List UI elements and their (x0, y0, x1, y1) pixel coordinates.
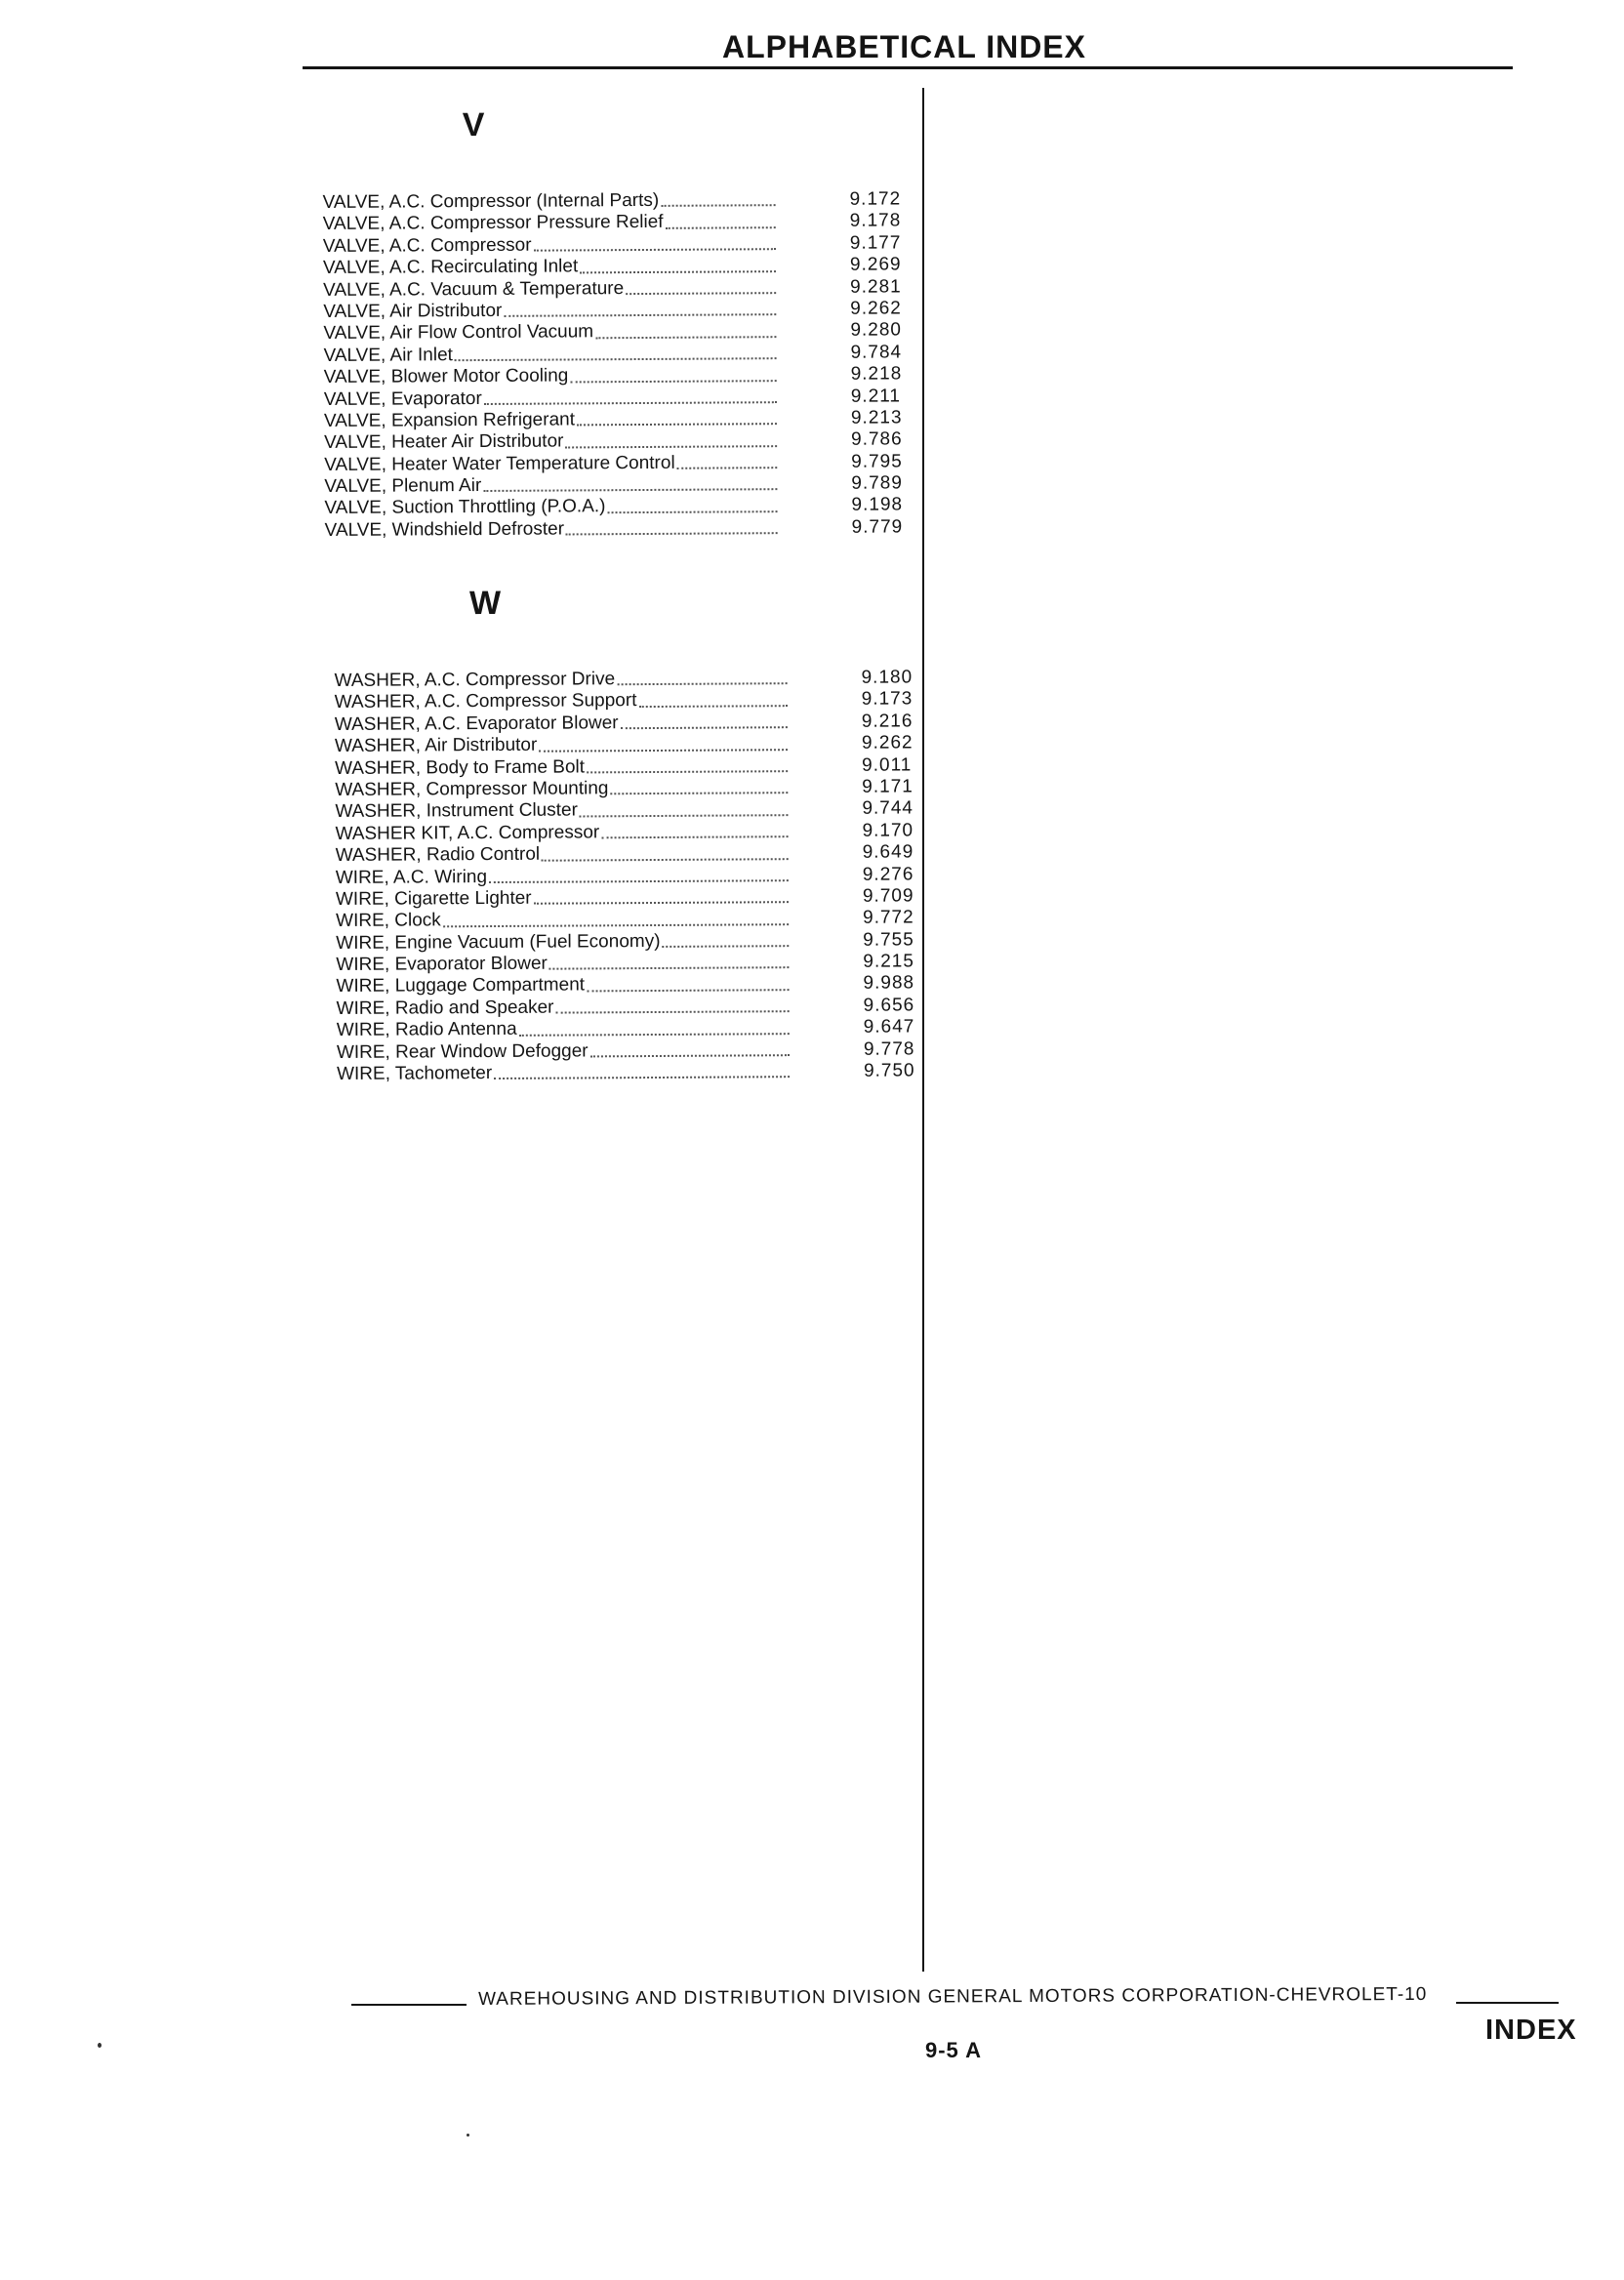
entry-page-ref: 9.988 (863, 972, 915, 995)
dot-leader (626, 280, 776, 295)
dot-leader (580, 259, 776, 273)
entry-page-ref: 9.649 (862, 841, 914, 863)
dot-leader (533, 236, 775, 252)
entry-label: VALVE, Expansion Refrigerant (323, 409, 576, 431)
entry-page-ref: 9.744 (862, 797, 914, 820)
dot-leader (677, 455, 778, 469)
index-entry (323, 319, 903, 345)
dot-leader (601, 824, 788, 838)
entry-label: VALVE, A.C. Compressor (322, 234, 532, 257)
entry-page-ref: 9.778 (863, 1038, 915, 1060)
index-entry (336, 1060, 915, 1085)
entry-label: WASHER, A.C. Evaporator Blower (334, 712, 619, 735)
dot-leader (587, 758, 788, 773)
entry-page-ref: 9.280 (850, 319, 903, 342)
entry-page-ref: 9.795 (851, 451, 903, 472)
entry-page-ref: 9.172 (849, 188, 902, 210)
entry-page-ref: 9.709 (862, 885, 914, 907)
dot-leader (539, 737, 788, 753)
entry-label: WASHER, A.C. Compressor Drive (334, 669, 616, 691)
index-entry (335, 797, 914, 823)
section-letter-w: W (468, 584, 502, 623)
dot-leader (661, 193, 775, 208)
entry-label: WIRE, Engine Vacuum (Fuel Economy) (336, 930, 661, 954)
entry-page-ref: 9.656 (863, 995, 915, 1016)
entry-label: VALVE, Evaporator (323, 387, 482, 410)
entry-page-ref: 9.216 (861, 711, 914, 732)
index-entry (336, 972, 915, 998)
index-entry (323, 385, 902, 411)
entry-page-ref: 9.269 (849, 254, 902, 275)
dot-leader (595, 324, 776, 339)
entry-page-ref: 9.211 (850, 385, 902, 407)
index-entry (335, 820, 914, 845)
entry-label: WASHER, Air Distributor (334, 734, 538, 757)
entry-label: WASHER, Radio Control (335, 843, 541, 867)
entry-label: WIRE, Radio and Speaker (336, 997, 554, 1019)
entry-label: VALVE, Plenum Air (324, 475, 482, 498)
entry-label: VALVE, Air Distributor (323, 300, 503, 322)
index-entry (323, 342, 903, 367)
index-entry (323, 275, 902, 302)
dot-leader (484, 389, 777, 405)
entry-label: WASHER KIT, A.C. Compressor (335, 822, 600, 844)
index-section-w (334, 582, 942, 1085)
entry-page-ref: 9.170 (862, 820, 914, 841)
index-entry (335, 863, 914, 889)
entry-label: VALVE, Windshield Defroster (324, 518, 565, 541)
index-entry (324, 494, 904, 520)
index-entry (322, 210, 902, 236)
entry-page-ref: 9.262 (861, 732, 914, 753)
index-entry (336, 1016, 915, 1041)
index-entry (335, 753, 913, 780)
index-entry (322, 232, 902, 258)
index-entry (324, 472, 903, 498)
entry-label: VALVE, Heater Water Temperature Control (324, 452, 675, 475)
index-entry (322, 254, 902, 279)
dot-leader (577, 411, 777, 426)
footer-rule-right (1456, 2002, 1559, 2004)
entry-list-v (322, 188, 904, 542)
entry-label: VALVE, Suction Throttling (P.O.A.) (324, 496, 606, 519)
dot-leader (607, 499, 777, 513)
entry-label: VALVE, Heater Air Distributor (324, 430, 564, 454)
entry-label: WIRE, Luggage Compartment (336, 974, 586, 998)
entry-page-ref: 9.213 (850, 407, 903, 428)
entry-page-ref: 9.784 (850, 342, 903, 363)
entry-page-ref: 9.173 (861, 688, 914, 711)
entry-label: WIRE, Clock (336, 910, 441, 932)
dot-leader (504, 303, 776, 318)
index-entry (336, 907, 914, 932)
dot-leader (565, 433, 777, 448)
dot-leader (483, 477, 777, 493)
entry-page-ref: 9.786 (851, 428, 903, 450)
dot-leader (662, 933, 789, 948)
dot-leader (621, 714, 788, 729)
entry-page-ref: 9.779 (851, 516, 904, 538)
section-letter-v: V (462, 105, 485, 144)
entry-label: VALVE, Air Inlet (323, 344, 453, 366)
entry-page-ref: 9.177 (849, 232, 902, 254)
entry-label: WIRE, Radio Antenna (336, 1019, 517, 1041)
entry-label: WIRE, Tachometer (336, 1063, 493, 1085)
index-entry (324, 516, 904, 542)
entry-page-ref: 9.789 (851, 472, 903, 494)
entry-page-ref: 9.750 (863, 1060, 915, 1081)
index-entry (334, 732, 914, 757)
entry-page-ref: 9.772 (863, 907, 914, 928)
dot-leader (610, 781, 788, 795)
entry-label: WASHER, Instrument Cluster (335, 799, 578, 823)
dot-leader (587, 977, 790, 992)
dot-leader (638, 693, 787, 708)
dot-leader (489, 868, 789, 883)
index-entry (335, 776, 914, 801)
index-entry (336, 1038, 915, 1064)
index-entry (336, 951, 914, 976)
entry-label: VALVE, Blower Motor Cooling (323, 365, 569, 388)
dot-leader (665, 215, 775, 229)
dot-leader (519, 1021, 790, 1037)
scan-speck (98, 2043, 102, 2048)
dot-leader (443, 912, 789, 927)
dot-leader (494, 1065, 790, 1080)
index-entry (324, 451, 903, 476)
header-rule (303, 66, 1513, 69)
dot-leader (590, 1042, 790, 1057)
entry-page-ref: 9.011 (862, 753, 913, 776)
index-entry (322, 188, 902, 214)
entry-page-ref: 9.276 (862, 863, 914, 885)
entry-page-ref: 9.180 (861, 667, 914, 688)
index-entry (323, 363, 903, 388)
dot-leader (566, 520, 778, 535)
index-entry (334, 711, 914, 736)
entry-page-ref: 9.262 (850, 298, 902, 319)
entry-label: WIRE, Evaporator Blower (336, 953, 548, 976)
footer-text: WAREHOUSING AND DISTRIBUTION DIVISION GENERAL MOTORS CORPORATION-CHEVROLET-10 (478, 1983, 1428, 2010)
entry-label: WIRE, A.C. Wiring (335, 866, 488, 888)
index-entry (323, 407, 903, 432)
index-entry (336, 995, 915, 1020)
entry-label: WIRE, Cigarette Lighter (335, 887, 532, 910)
dot-leader (580, 802, 789, 817)
index-section-v (322, 103, 930, 542)
dot-leader (549, 956, 790, 970)
entry-label: WASHER, A.C. Compressor Support (334, 690, 637, 713)
entry-page-ref: 9.171 (862, 776, 914, 797)
index-entry (324, 428, 903, 454)
footer-rule-left (351, 2004, 467, 2006)
entry-label: VALVE, A.C. Recirculating Inlet (322, 256, 579, 279)
entry-page-ref: 9.218 (850, 363, 903, 385)
entry-page-ref: 9.755 (863, 929, 914, 951)
entry-page-ref: 9.281 (850, 275, 902, 298)
index-entry (336, 929, 914, 955)
entry-page-ref: 9.647 (863, 1016, 915, 1038)
entry-page-ref: 9.198 (851, 494, 904, 516)
dot-leader (555, 998, 789, 1013)
index-entry (334, 667, 914, 692)
entry-page-ref: 9.178 (849, 210, 902, 232)
entry-list-w (334, 667, 915, 1085)
footer-section-label: INDEX (1485, 2015, 1577, 2046)
entry-label: WIRE, Rear Window Defogger (336, 1040, 589, 1063)
entry-label: VALVE, Air Flow Control Vacuum (323, 321, 594, 345)
entry-label: WASHER, Body to Frame Bolt (335, 755, 586, 779)
index-entry (335, 841, 914, 867)
page-title: ALPHABETICAL INDEX (722, 29, 1086, 64)
entry-label: VALVE, A.C. Compressor Pressure Relief (322, 212, 664, 235)
dot-leader (617, 672, 788, 686)
scan-speck (467, 2134, 469, 2137)
entry-label: VALVE, A.C. Vacuum & Temperature (323, 277, 625, 301)
index-entry (334, 688, 914, 714)
dot-leader (455, 346, 777, 361)
index-entry (335, 885, 914, 911)
entry-label: VALVE, A.C. Compressor (Internal Parts) (322, 189, 660, 213)
dot-leader (534, 889, 789, 905)
entry-label: WASHER, Compressor Mounting (335, 778, 609, 800)
page-number: 9-5 A (925, 2038, 982, 2062)
entry-page-ref: 9.215 (863, 951, 914, 972)
dot-leader (570, 368, 776, 383)
dot-leader (542, 846, 789, 862)
index-entry (323, 298, 902, 323)
